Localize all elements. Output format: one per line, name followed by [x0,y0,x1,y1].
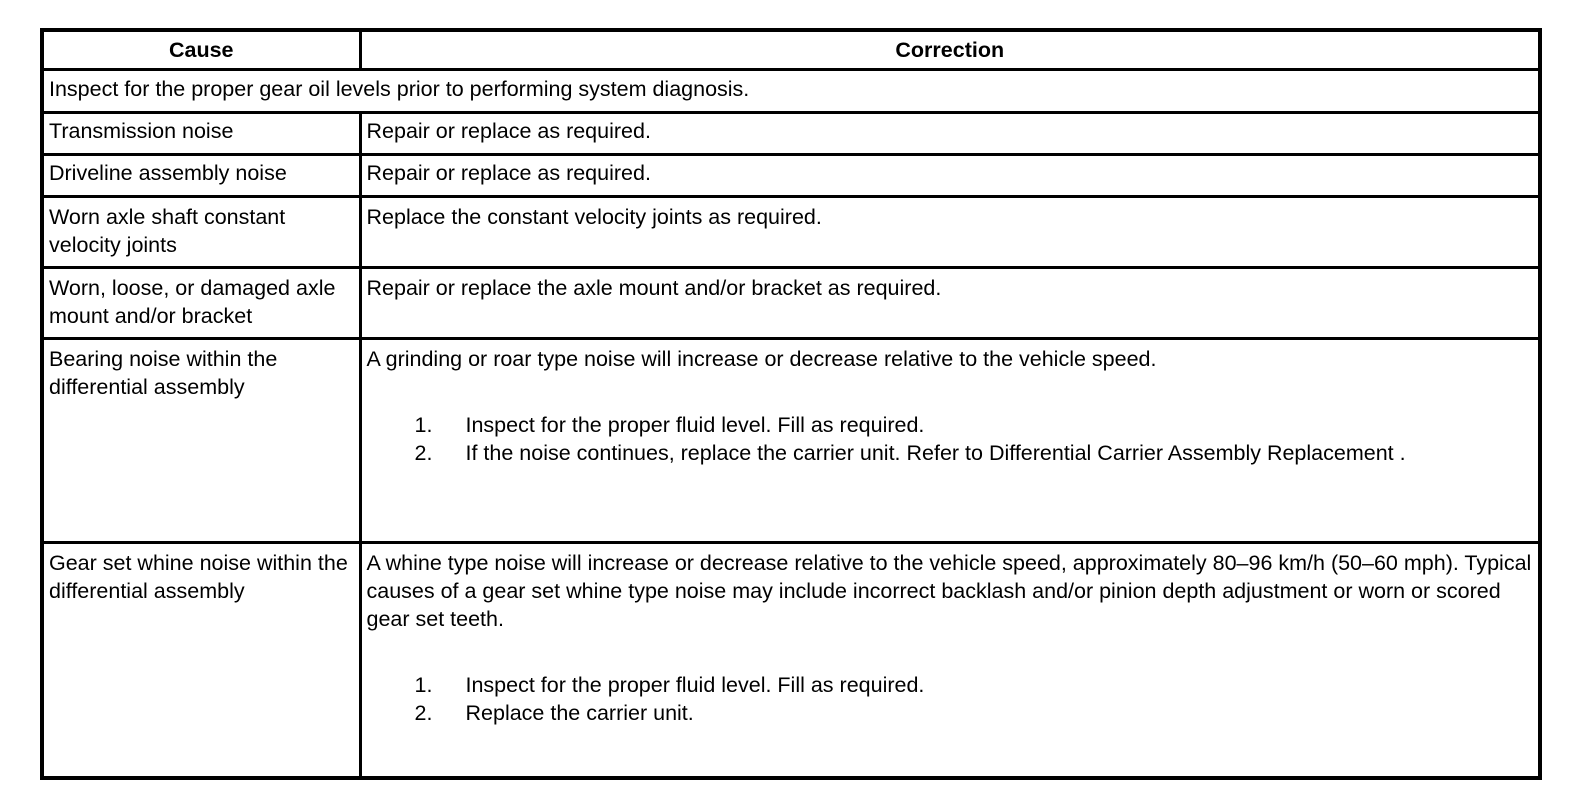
correction-cell: Replace the constant velocity joints as required. [360,197,1540,268]
table-row [42,197,1540,268]
correction-cell [360,543,1540,779]
cause-cell: Transmission noise [42,113,360,155]
step-text: Replace the carrier unit. [465,701,694,725]
table-row [42,543,1540,779]
correction-column-header: Correction [360,30,1540,70]
table-row [42,155,1540,197]
correction-steps [367,671,1533,727]
cause-cell: Bearing noise within the differential assembly [42,339,360,543]
note-row [42,70,1540,113]
correction-text: A whine type noise will increase or decrease relative to the vehicle speed, approximately 80–96 km/h (50–60 mph). Typical causes of a gear set whine type noise may include incorrect backlash and/or pinion depth adjustment or worn or scored gear set teeth. [366,551,1532,631]
step-text: Inspect for the proper fluid level. Fill as required. [465,673,925,697]
step-text: If the noise continues, replace the carrier unit. Refer to Differential Carrier Assembly Replacement . [465,441,1406,465]
step-item [367,671,1533,699]
step-text: Inspect for the proper fluid level. Fill as required. [465,413,925,437]
correction-cell: Repair or replace as required. [360,155,1540,197]
step-item [367,439,1533,467]
diagnosis-table [40,28,1542,780]
cause-cell: Driveline assembly noise [42,155,360,197]
table-row [42,113,1540,155]
cause-cell: Worn, loose, or damaged axle mount and/or bracket [42,268,360,339]
correction-cell [360,339,1540,543]
cause-cell: Gear set whine noise within the differential assembly [42,543,360,779]
step-number: 2. [414,701,433,725]
note-cell: Inspect for the proper gear oil levels prior to performing system diagnosis. [42,70,1540,113]
cause-cell: Worn axle shaft constant velocity joints [42,197,360,268]
correction-cell: Repair or replace as required. [360,113,1540,155]
table-row [42,268,1540,339]
step-item [367,411,1533,439]
correction-cell: Repair or replace the axle mount and/or bracket as required. [360,268,1540,339]
step-number: 2. [414,441,433,465]
correction-text: A grinding or roar type noise will increase or decrease relative to the vehicle speed. [366,347,1157,371]
step-item [367,699,1533,727]
correction-steps [367,411,1533,467]
cause-column-header: Cause [42,30,360,70]
step-number: 1. [414,673,433,697]
header-row [42,30,1540,70]
step-number: 1. [414,413,433,437]
table-row [42,339,1540,543]
